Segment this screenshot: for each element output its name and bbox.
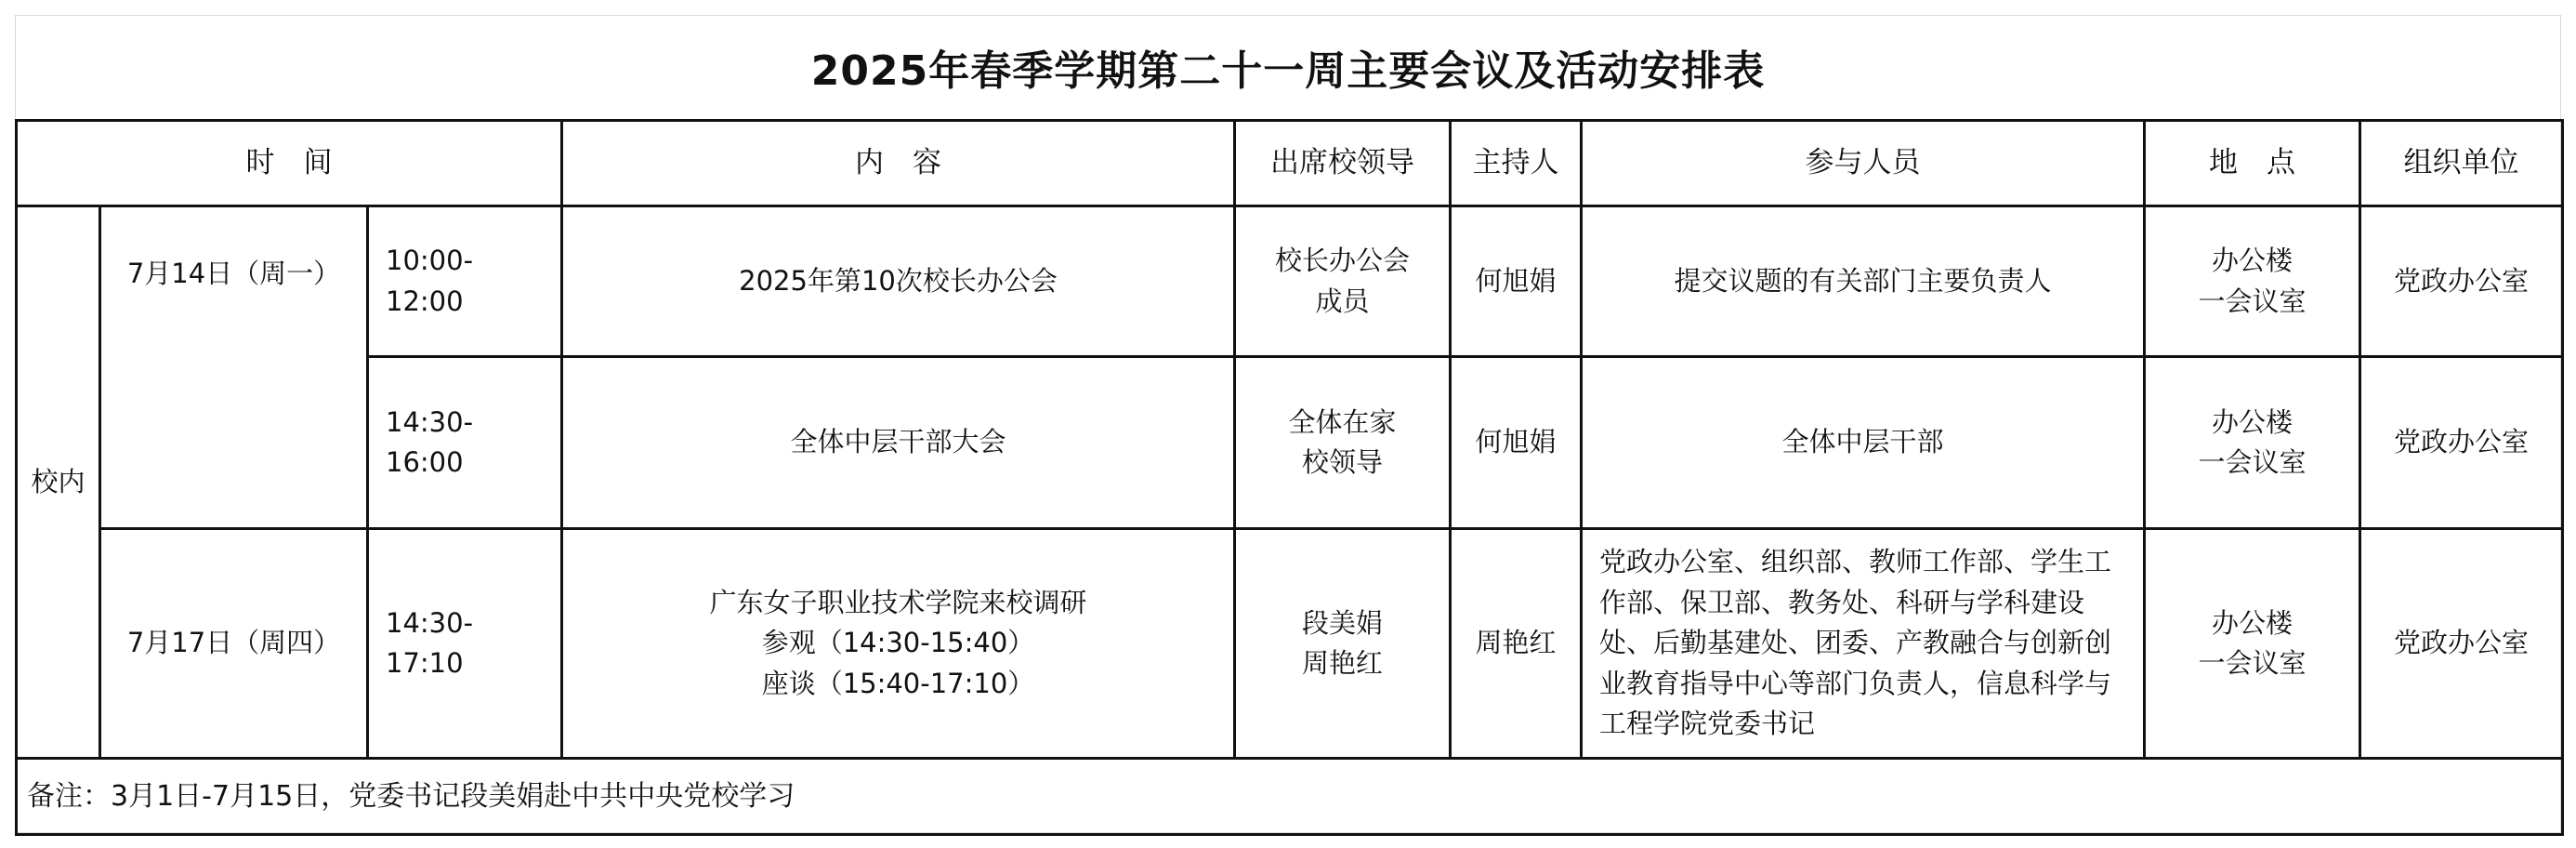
content-cell: [562, 206, 1235, 357]
location-line: 一会议室: [2198, 446, 2307, 478]
content-line: 参观（14:30-15:40）: [761, 627, 1035, 659]
location-line: 一会议室: [2198, 647, 2307, 679]
table-row: [17, 206, 2563, 357]
location-cell: [2145, 529, 2360, 759]
location-line: 办公楼: [2211, 405, 2293, 438]
host-cell: 周艳红: [1451, 529, 1582, 759]
date-cell: 7月14日（周一）: [100, 206, 368, 529]
date-cell: 7月17日（周四）: [100, 529, 368, 759]
organizer-cell: 党政办公室: [2360, 529, 2563, 759]
leaders-line: 成员: [1315, 285, 1370, 317]
organizer-cell: 党政办公室: [2360, 357, 2563, 529]
leaders-line: 段美娟: [1301, 606, 1383, 639]
participants-cell: 党政办公室、组织部、教师工作部、学生工作部、保卫部、教务处、科研与学科建设处、后勤基建处、团委、产教融合与创新创业教育指导中心等部门负责人，信息科学与工程学院党委书记: [1582, 529, 2145, 759]
host-cell: 何旭娟: [1451, 206, 1582, 357]
table-row: [17, 529, 2563, 759]
header-leaders: 出席校领导: [1235, 121, 1451, 206]
header-content: 内 容: [562, 121, 1235, 206]
leaders-cell: [1235, 206, 1451, 357]
header-location: 地 点: [2145, 121, 2360, 206]
location-line: 办公楼: [2211, 606, 2293, 639]
location-line: 一会议室: [2198, 285, 2307, 317]
content-line: 座谈（15:40-17:10）: [761, 667, 1035, 699]
header-row: [17, 121, 2563, 206]
content-line: 全体中层干部大会: [790, 426, 1006, 458]
content-line: 2025年第10次校长办公会: [739, 264, 1058, 297]
location-cell: [2145, 206, 2360, 357]
host-cell: 何旭娟: [1451, 357, 1582, 529]
header-time: 时 间: [17, 121, 562, 206]
note-text: 备注：3月1日-7月15日，党委书记段美娟赴中共中央党校学习: [17, 759, 2563, 835]
time-cell: 14:30-16:00: [368, 357, 562, 529]
schedule-table: [15, 119, 2564, 836]
location-cell: [2145, 357, 2360, 529]
campus-label: 校内: [17, 206, 100, 759]
leaders-line: 校长办公会: [1274, 245, 1410, 276]
content-cell: [562, 357, 1235, 529]
organizer-cell: 党政办公室: [2360, 206, 2563, 357]
participants-cell: 全体中层干部: [1582, 357, 2145, 529]
time-cell: 14:30-17:10: [368, 529, 562, 759]
leaders-line: 全体在家: [1288, 405, 1397, 438]
leaders-cell: [1235, 529, 1451, 759]
header-participants: 参与人员: [1582, 121, 2145, 206]
leaders-line: 周艳红: [1301, 647, 1383, 679]
leaders-cell: [1235, 357, 1451, 529]
content-line: 广东女子职业技术学院来校调研: [709, 586, 1087, 618]
leaders-line: 校领导: [1301, 446, 1383, 478]
content-cell: [562, 529, 1235, 759]
location-line: 办公楼: [2211, 245, 2293, 276]
participants-cell: 提交议题的有关部门主要负责人: [1582, 206, 2145, 357]
header-host: 主持人: [1451, 121, 1582, 206]
header-organizer: 组织单位: [2360, 121, 2563, 206]
note-row: [17, 759, 2563, 835]
page-title: 2025年春季学期第二十一周主要会议及活动安排表: [810, 47, 1766, 95]
time-cell: 10:00-12:00: [368, 206, 562, 357]
table-row: [17, 357, 2563, 529]
